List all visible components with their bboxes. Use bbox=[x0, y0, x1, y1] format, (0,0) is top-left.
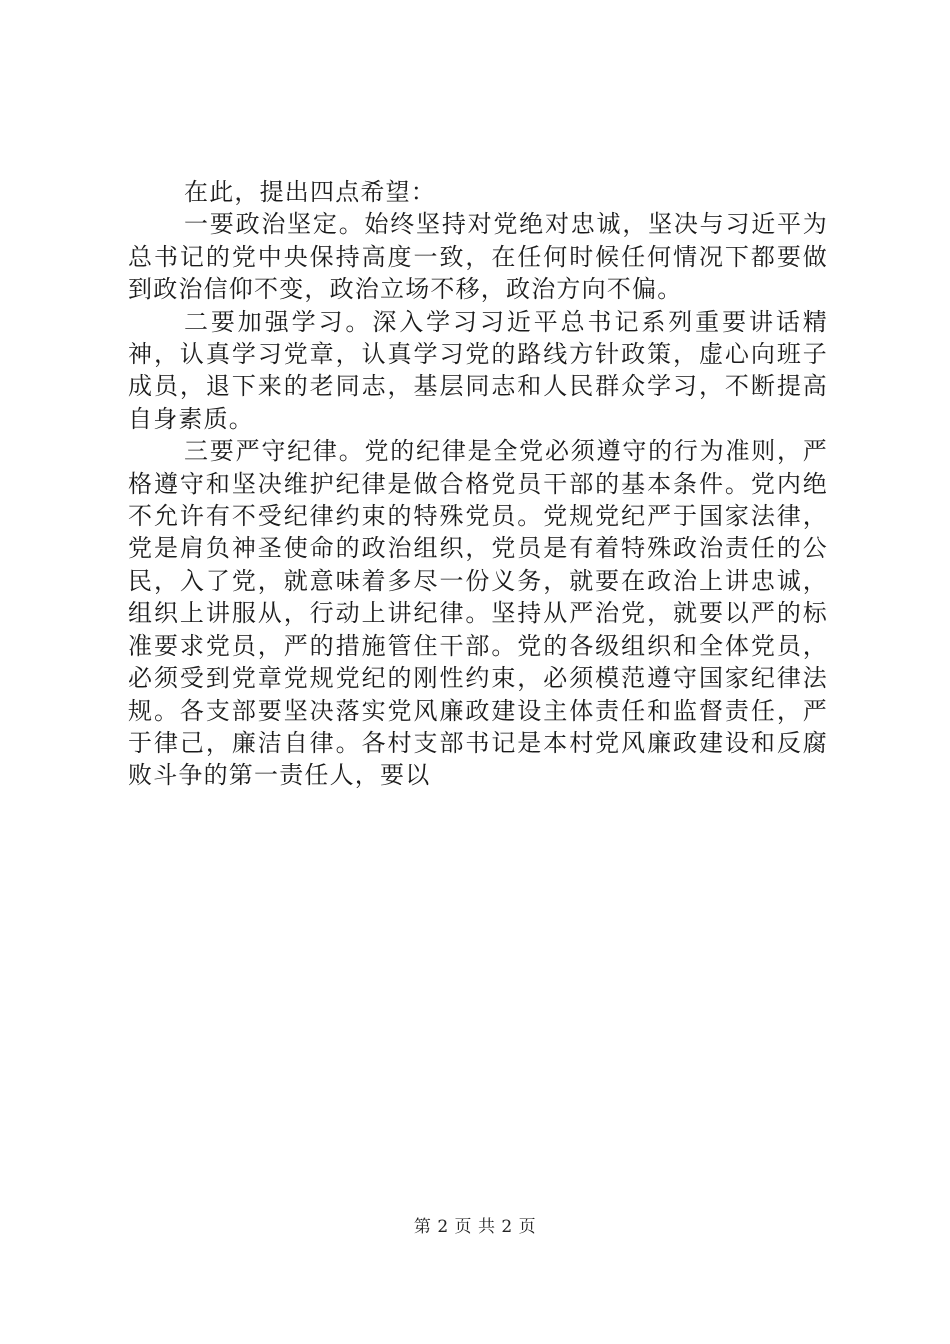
page-footer: 第 2 页 共 2 页 bbox=[413, 1217, 537, 1237]
paragraph-strengthen-study: 二要加强学习。深入学习习近平总书记系列重要讲话精神，认真学习党章，认真学习党的路线方针政策，虚心向班子成员，退下来的老同志，基层同志和人民群众学习，不断提高自身素质。 bbox=[128, 307, 828, 433]
document-body bbox=[128, 176, 828, 792]
paragraph-strict-discipline: 三要严守纪律。党的纪律是全党必须遵守的行为准则，严格遵守和坚决维护纪律是做合格党员干部的基本条件。党内绝不允许有不受纪律约束的特殊党员。党规党纪严于国家法律，党是肩负神圣使命的政治组织，党员是有着特殊政治责任的公民，入了党，就意味着多尽一份义务，就要在政治上讲忠诚，组织上讲服从，行动上讲纪律。坚持从严治党，就要以严的标准要求党员，严的措施管住干部。党的各级组织和全体党员，必须受到党章党规党纪的刚性约束，必须模范遵守国家纪律法规。各支部要坚决落实党风廉政建设主体责任和监督责任，严于律己，廉洁自律。各村支部书记是本村党风廉政建设和反腐败斗争的第一责任人，要以 bbox=[128, 437, 828, 790]
paragraph-political-firmness: 一要政治坚定。始终坚持对党绝对忠诚，坚决与习近平为总书记的党中央保持高度一致，在任何时候任何情况下都要做到政治信仰不变，政治立场不移，政治方向不偏。 bbox=[128, 210, 828, 304]
paragraph-intro: 在此，提出四点希望： bbox=[184, 178, 436, 206]
